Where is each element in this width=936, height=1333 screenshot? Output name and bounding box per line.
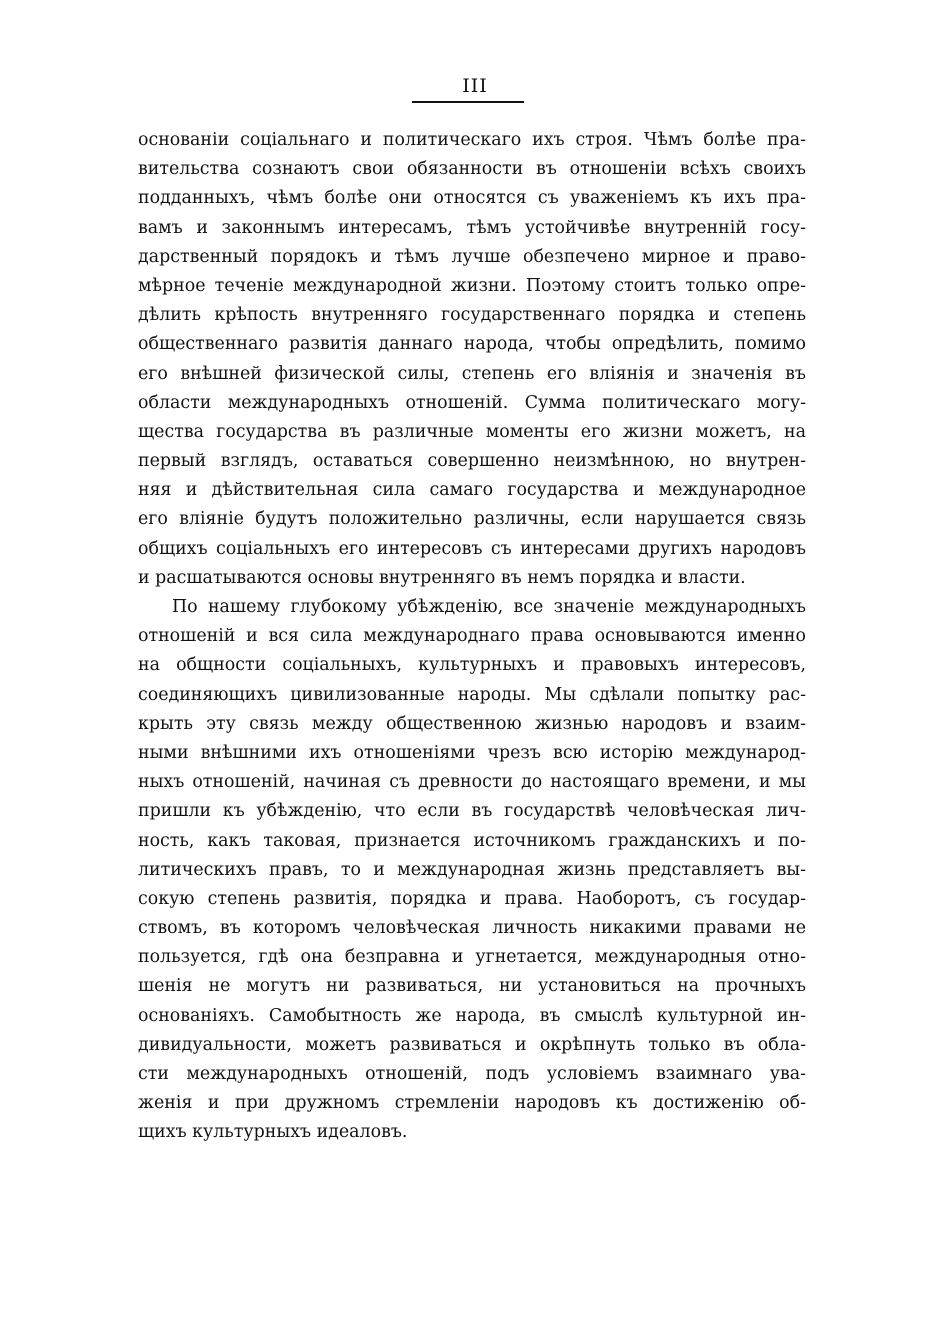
text-line: ствомъ, въ которомъ человѣческая личность никакими правами не (138, 918, 806, 939)
text-line: ными внѣшними ихъ отношенiями чрезъ всю исторiю международ- (138, 742, 806, 763)
text-line: и расшатываются основы внутренняго въ немъ порядка и власти. (138, 567, 746, 588)
text-line: пришли къ убѣжденiю, что если въ государствѣ человѣческая лич- (138, 801, 806, 822)
text-line: шенiя не могутъ ни развиваться, ни установиться на прочныхъ (138, 976, 806, 997)
body-text (138, 126, 806, 1148)
text-line: вительства сознаютъ свои обязанности въ отношенiи всѣхъ своихъ (138, 159, 806, 180)
text-line: подданныхъ, чѣмъ болѣе они относятся съ уваженiемъ къ ихъ пра- (138, 188, 806, 209)
text-line: общихъ соцiальныхъ его интересовъ съ интересами другихъ народовъ (138, 538, 806, 559)
text-line: дарственный порядокъ и тѣмъ лучше обезпечено мирное и право- (138, 246, 806, 267)
text-line: первый взглядъ, оставаться совершенно неизмѣнною, но внутрен- (138, 451, 806, 472)
text-line: литическихъ правъ, то и международная жизнь представляетъ вы- (138, 859, 806, 880)
header-rule (412, 101, 524, 103)
text-line: отношенiй и вся сила международнаго права основываются именно (138, 626, 806, 647)
text-line: дѣлить крѣпость внутренняго государственнаго порядка и степень (138, 305, 806, 326)
text-line: области международныхъ отношенiй. Сумма политическаго могу- (138, 392, 806, 413)
text-line: соединяющихъ цивилизованные народы. Мы сдѣлали попытку рас- (138, 684, 806, 705)
text-line: основанiи соцiальнаго и политическаго ихъ строя. Чѣмъ болѣе пра- (138, 130, 806, 150)
text-line: дивидуальности, можетъ развиваться и окрѣпнуть только въ обла- (138, 1034, 806, 1055)
text-line: ныхъ отношенiй, начиная съ древности до настоящаго времени, и мы (138, 772, 806, 793)
text-line: крыть эту связь между общественною жизнью народовъ и взаим- (138, 713, 806, 734)
text-line: вамъ и законнымъ интересамъ, тѣмъ устойчивѣе внутреннiй госу- (138, 217, 806, 238)
text-line: сти международныхъ отношенiй, подъ условiемъ взаимнаго ува- (138, 1064, 806, 1084)
paragraph-2 (138, 593, 806, 1148)
text-line: щихъ культурныхъ идеаловъ. (138, 1122, 408, 1143)
paragraph-1 (138, 126, 806, 593)
page-number: III (462, 75, 488, 97)
text-line: общественнаго развитiя даннаго народа, чтобы опредѣлить, помимо (138, 334, 806, 355)
text-line: ность, какъ таковая, признается источникомъ гражданскихъ и по- (138, 830, 806, 851)
text-line: на общности соцiальныхъ, культурныхъ и правовыхъ интересовъ, (138, 655, 806, 676)
text-line: сокую степень развитiя, порядка и права. Наоборотъ, съ государ- (138, 888, 806, 909)
text-line: женiя и при дружномъ стремленiи народовъ къ достиженiю об- (138, 1093, 806, 1114)
text-line: мѣрное теченiе международной жизни. Поэтому стоитъ только опре- (138, 275, 806, 296)
text-line: По нашему глубокому убѣжденiю, все значенiе международныхъ (172, 597, 806, 617)
text-line: щества государства въ различные моменты его жизни можетъ, на (138, 421, 806, 442)
text-line: няя и дѣйствительная сила самаго государства и международное (138, 480, 806, 501)
text-line: основанiяхъ. Самобытность же народа, въ смыслѣ культурной ин- (138, 1005, 806, 1026)
text-line: его внѣшней физической силы, степень его влiянiя и значенiя въ (138, 363, 806, 384)
text-line: его влiянiе будутъ положительно различны, если нарушается связь (138, 509, 806, 530)
text-line: пользуется, гдѣ она безправна и угнетается, международныя отно- (138, 947, 806, 968)
